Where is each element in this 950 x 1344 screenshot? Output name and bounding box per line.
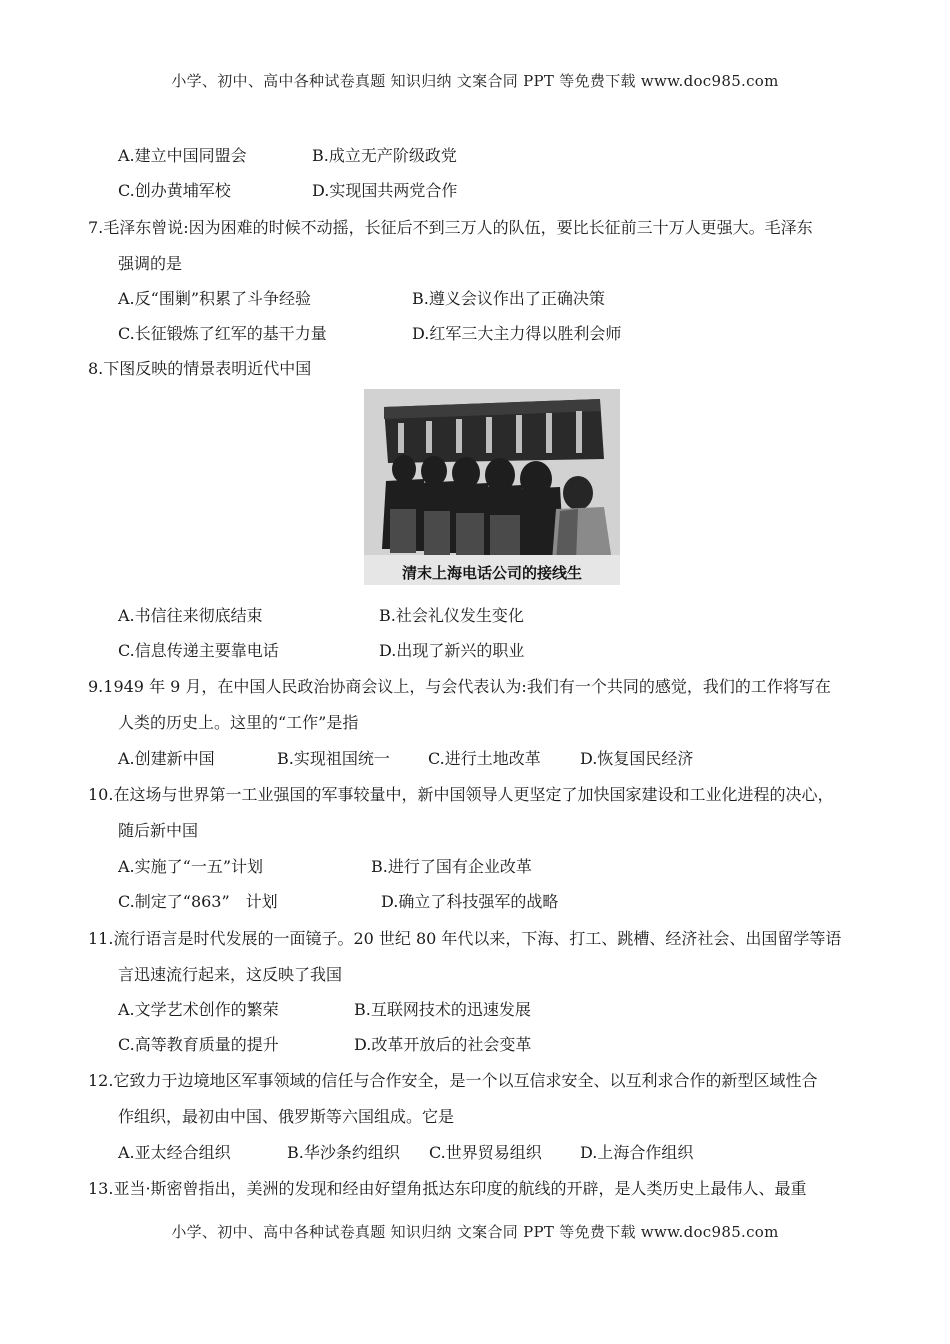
page-header: 小学、初中、高中各种试卷真题 知识归纳 文案合同 PPT 等免费下载 www.doc985.com: [171, 72, 779, 90]
q12-option-c: C.世界贸易组织: [429, 1143, 542, 1162]
q6-option-c: C.创办黄埔军校: [118, 181, 231, 200]
q7-option-c: C.长征锻炼了红军的基干力量: [118, 324, 327, 343]
q7-option-a: A.反“围剿”积累了斗争经验: [118, 289, 312, 308]
q10-stem-line2: 随后新中国: [118, 821, 199, 840]
q6-option-a: A.建立中国同盟会: [118, 146, 247, 165]
q9-option-c: C.进行土地改革: [428, 749, 541, 768]
q9-option-b: B.实现祖国统一: [277, 749, 390, 768]
telephone-operators-photo: [364, 389, 620, 585]
q7-option-d: D.红军三大主力得以胜利会师: [412, 324, 622, 343]
q6-option-b: B.成立无产阶级政党: [312, 146, 457, 165]
q8-option-c: C.信息传递主要靠电话: [118, 641, 279, 660]
page-footer: 小学、初中、高中各种试卷真题 知识归纳 文案合同 PPT 等免费下载 www.doc985.com: [171, 1223, 779, 1241]
q11-option-c: C.高等教育质量的提升: [118, 1035, 279, 1054]
q9-option-a: A.创建新中国: [118, 749, 215, 768]
q9-option-d: D.恢复国民经济: [580, 749, 694, 768]
q13-stem-line1: 13.亚当·斯密曾指出，美洲的发现和经由好望角抵达东印度的航线的开辟，是人类历史上最伟人、最重: [88, 1179, 807, 1198]
q10-option-d: D.确立了科技强军的战略: [381, 892, 559, 911]
q11-option-a: A.文学艺术创作的繁荣: [118, 1000, 279, 1019]
q11-stem-line1: 11.流行语言是时代发展的一面镜子。20 世纪 80 年代以来，下海、打工、跳槽、经济社会、出国留学等语: [88, 929, 842, 948]
q10-option-b: B.进行了国有企业改革: [371, 857, 532, 876]
q11-option-d: D.改革开放后的社会变革: [354, 1035, 532, 1054]
q8-option-a: A.书信往来彻底结束: [118, 606, 263, 625]
photo-illustration: [364, 389, 620, 585]
q12-stem-line1: 12.它致力于边境地区军事领域的信任与合作安全，是一个以互信求安全、以互利求合作的新型区域性合: [88, 1071, 818, 1090]
q7-option-b: B.遵义会议作出了正确决策: [412, 289, 605, 308]
q12-stem-line2: 作组织，最初由中国、俄罗斯等六国组成。它是: [118, 1107, 455, 1126]
q9-stem-line1: 9.1949 年 9 月，在中国人民政治协商会议上，与会代表认为:我们有一个共同的感觉，我们的工作将写在: [88, 677, 831, 696]
q10-option-c: C.制定了“863” 计划: [118, 892, 278, 911]
q8-option-d: D.出现了新兴的职业: [379, 641, 525, 660]
q7-stem-line1: 7.毛泽东曾说:因为困难的时候不动摇，长征后不到三万人的队伍，要比长征前三十万人更强大。毛泽东: [88, 218, 813, 237]
q12-option-a: A.亚太经合组织: [118, 1143, 231, 1162]
q6-option-d: D.实现国共两党合作: [312, 181, 458, 200]
q8-stem-line1: 8.下图反映的情景表明近代中国: [88, 359, 312, 378]
q11-option-b: B.互联网技术的迅速发展: [354, 1000, 531, 1019]
q10-stem-line1: 10.在这场与世界第一工业强国的军事较量中，新中国领导人更坚定了加快国家建设和工业化进程的决心，: [88, 785, 834, 804]
q12-option-b: B.华沙条约组织: [287, 1143, 400, 1162]
q12-option-d: D.上海合作组织: [580, 1143, 694, 1162]
q10-option-a: A.实施了“一五”计划: [118, 857, 264, 876]
q8-option-b: B.社会礼仪发生变化: [379, 606, 524, 625]
photo-caption: 清末上海电话公司的接线生: [401, 564, 582, 582]
q7-stem-line2: 强调的是: [118, 254, 183, 273]
q11-stem-line2: 言迅速流行起来，这反映了我国: [118, 965, 343, 984]
q9-stem-line2: 人类的历史上。这里的“工作”是指: [118, 713, 359, 732]
